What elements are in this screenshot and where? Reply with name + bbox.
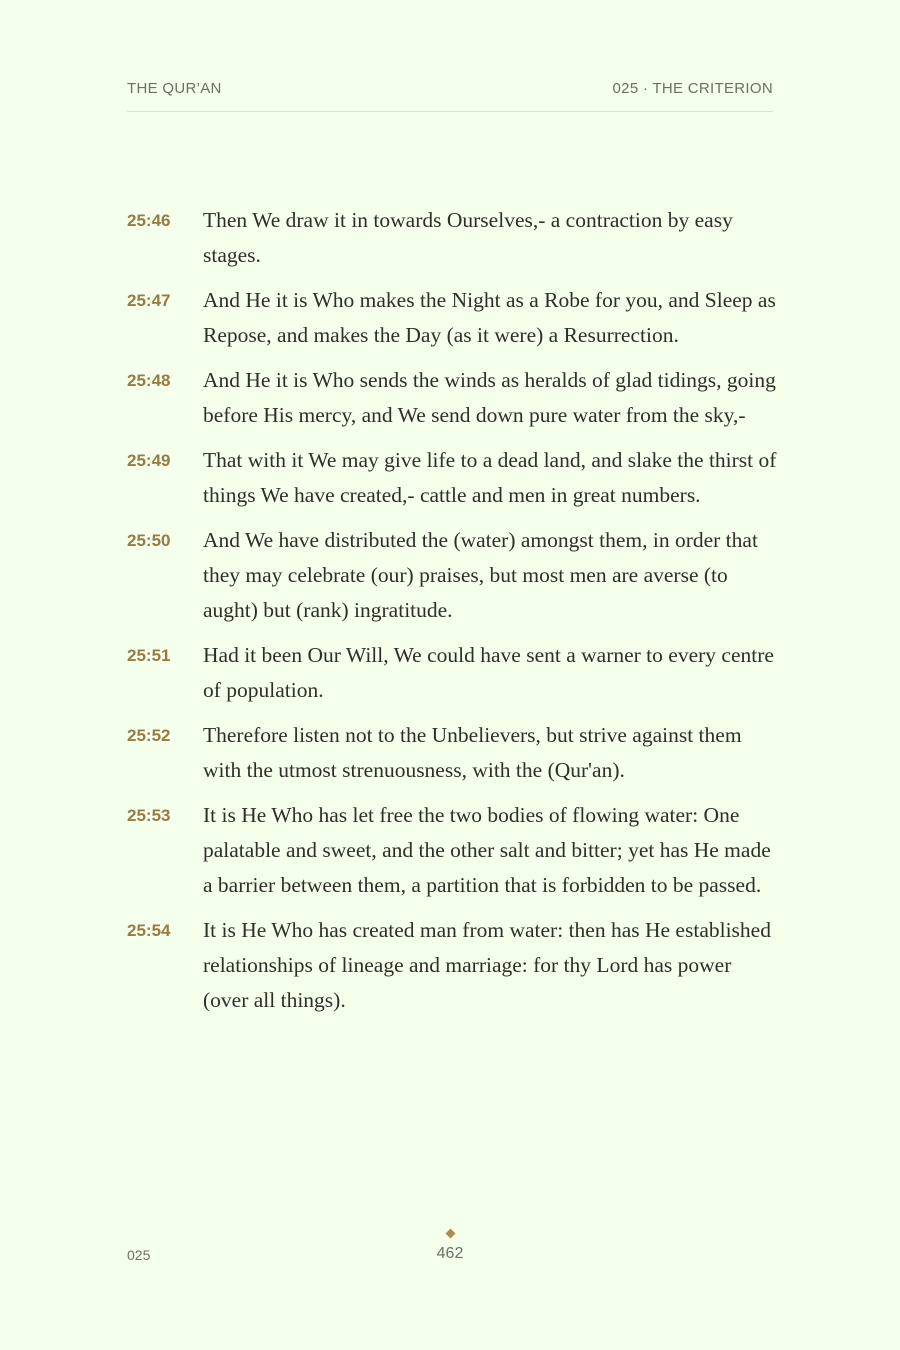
verse-text: It is He Who has created man from water: then has He established relationships of lineage and marriage: for thy Lord has power (over all things). — [203, 918, 771, 1012]
page-footer — [400, 1228, 500, 1263]
verse-item — [127, 638, 777, 708]
verse-number: 25:49 — [127, 451, 171, 470]
book-title: THE QUR’AN — [127, 80, 222, 97]
verse-number: 25:54 — [127, 921, 171, 940]
verse-number: 25:53 — [127, 806, 171, 825]
verse-text: And We have distributed the (water) amongst them, in order that they may celebrate (our) praises, but most men are averse (to aught) but (rank) ingratitude. — [203, 528, 758, 622]
verse-text: And He it is Who sends the winds as heralds of glad tidings, going before His mercy, and We send down pure water from the sky,- — [203, 368, 776, 427]
verse-list — [127, 203, 777, 1028]
verse-item — [127, 203, 777, 273]
verse-text: And He it is Who makes the Night as a Robe for you, and Sleep as Repose, and makes the Day (as it were) a Resurrection. — [203, 288, 776, 347]
verse-text: It is He Who has let free the two bodies of flowing water: One palatable and sweet, and the other salt and bitter; yet has He made a barrier between them, a partition that is forbidden to be passed. — [203, 803, 771, 897]
page-header — [127, 80, 773, 112]
verse-item — [127, 283, 777, 353]
verse-text: That with it We may give life to a dead land, and slake the thirst of things We have created,- cattle and men in great numbers. — [203, 448, 777, 507]
verse-number: 25:50 — [127, 531, 171, 550]
chapter-title: 025 · THE CRITERION — [612, 80, 773, 97]
verse-number: 25:48 — [127, 371, 171, 390]
verse-number: 25:51 — [127, 646, 171, 665]
verse-text: Therefore listen not to the Unbelievers, but strive against them with the utmost strenuousness, with the (Qur'an). — [203, 723, 742, 782]
verse-text: Then We draw it in towards Ourselves,- a contraction by easy stages. — [203, 208, 733, 267]
verse-item — [127, 798, 777, 903]
verse-number: 25:52 — [127, 726, 171, 745]
verse-number: 25:47 — [127, 291, 171, 310]
verse-item — [127, 363, 777, 433]
verse-item — [127, 913, 777, 1018]
verse-item — [127, 523, 777, 628]
verse-item — [127, 718, 777, 788]
footer-chapter-number: 025 — [127, 1247, 151, 1263]
verse-text: Had it been Our Will, We could have sent a warner to every centre of population. — [203, 643, 774, 702]
verse-item — [127, 443, 777, 513]
page-number: 462 — [436, 1245, 464, 1262]
verse-number: 25:46 — [127, 211, 171, 230]
diamond-icon — [445, 1229, 455, 1239]
